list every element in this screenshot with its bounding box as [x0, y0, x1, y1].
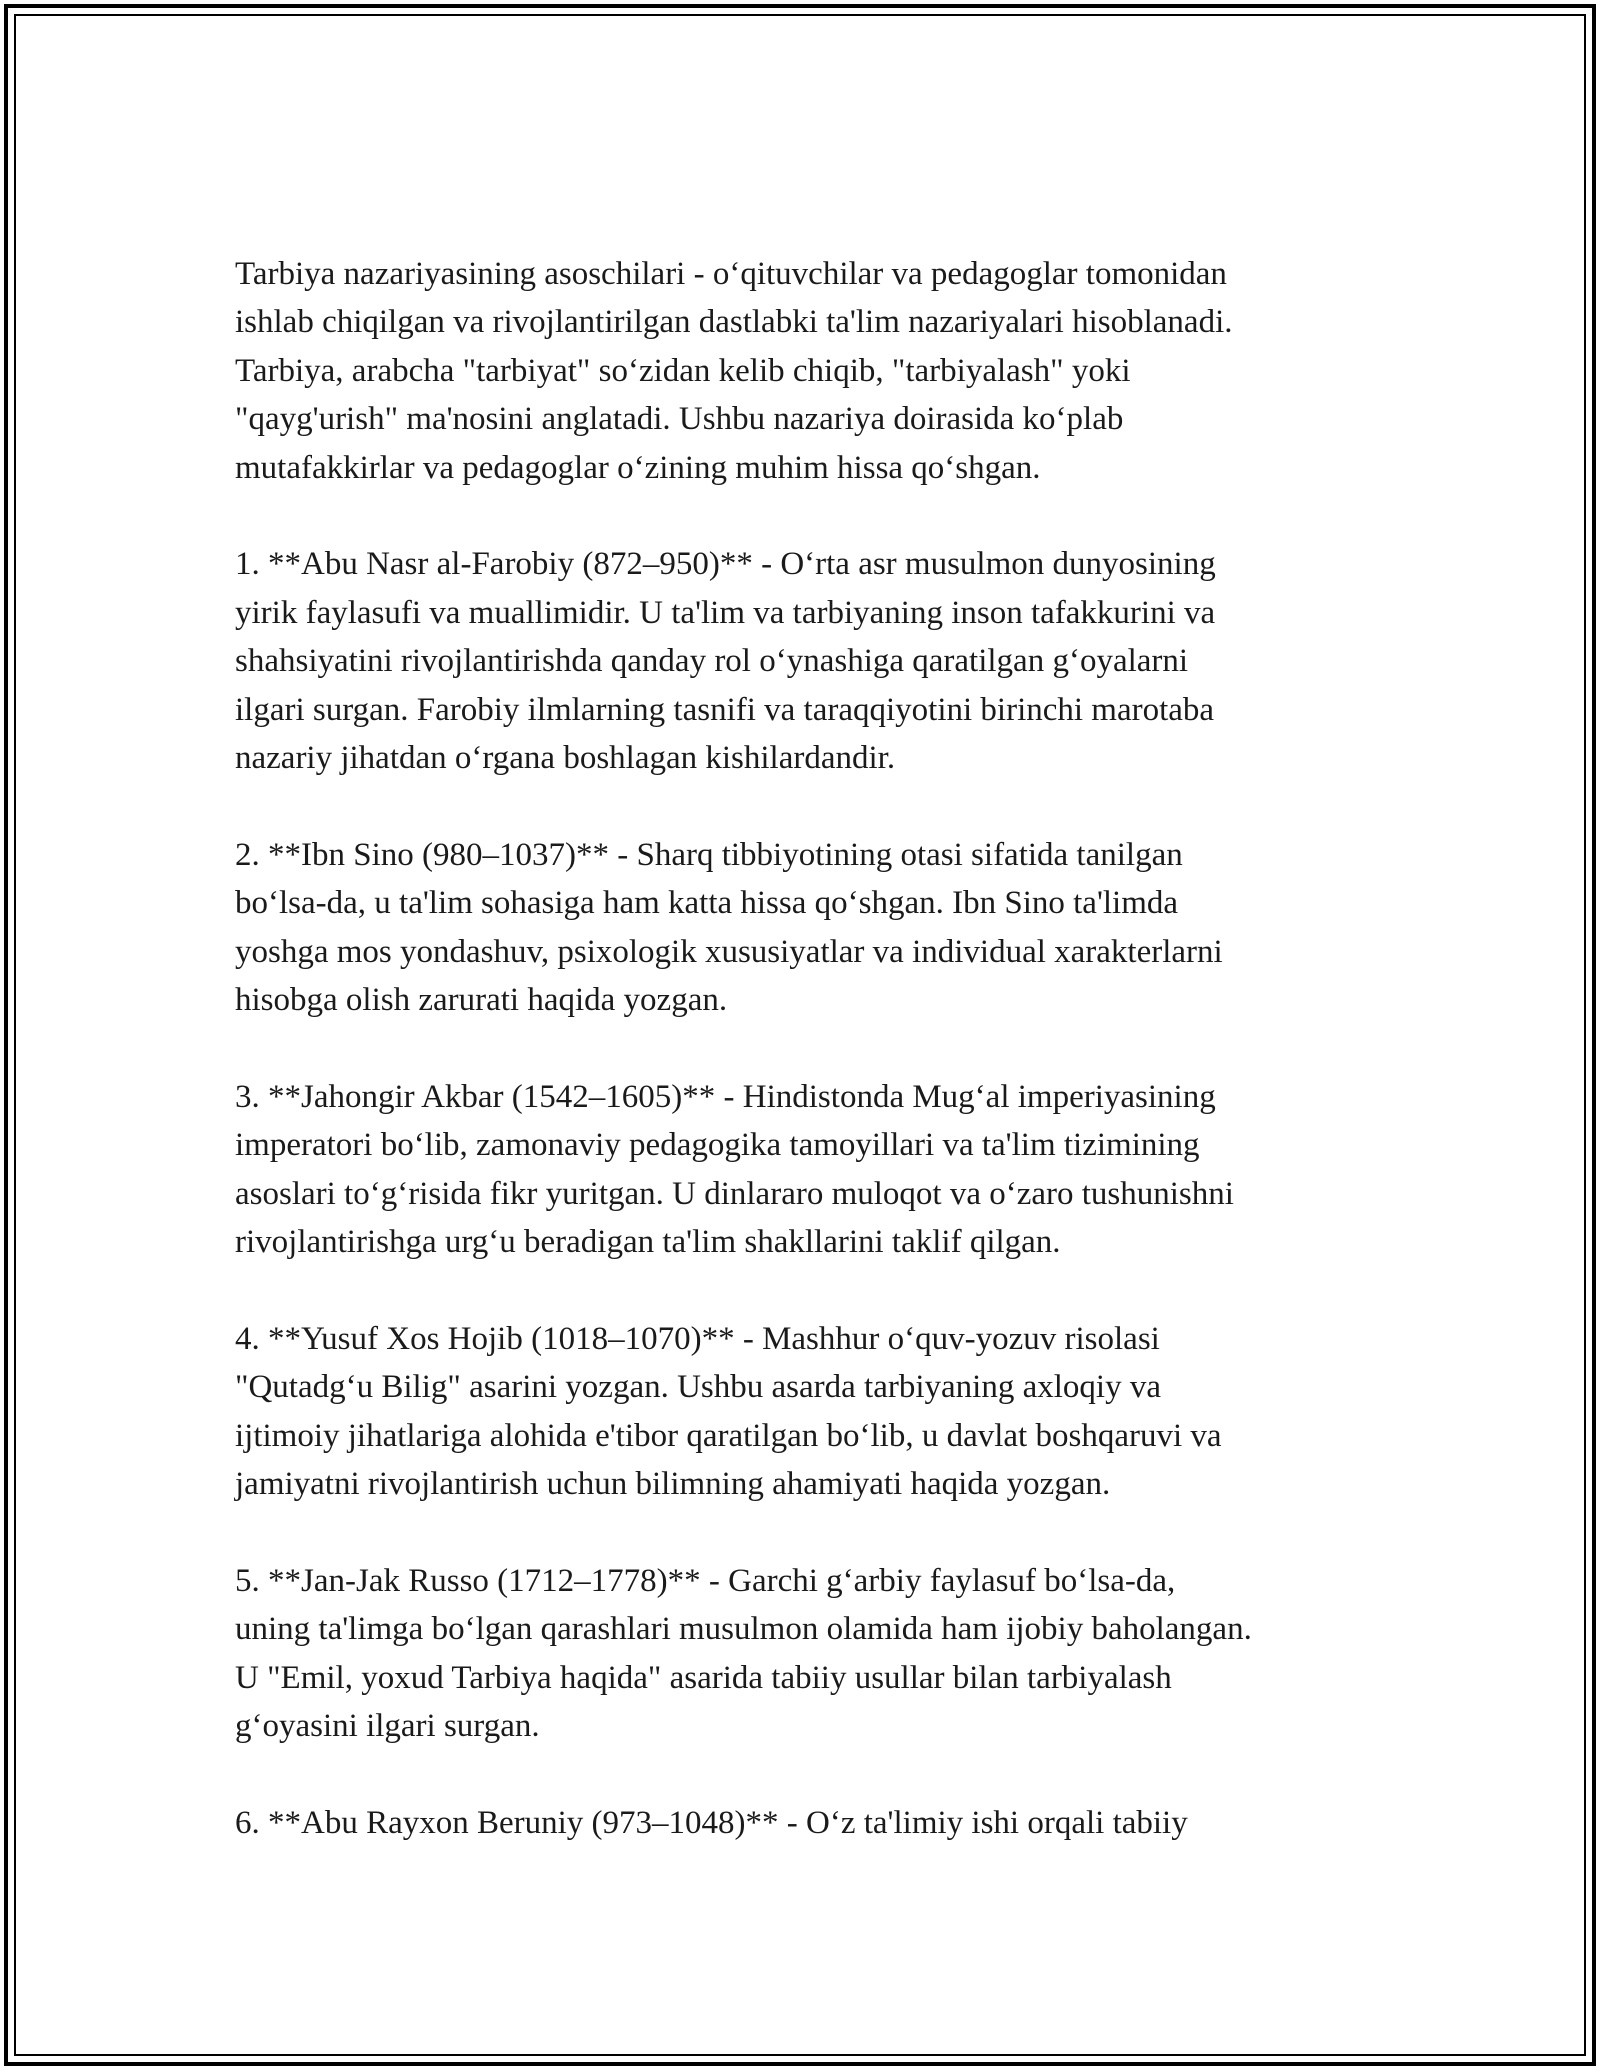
list-item-akbar: 3. **Jahongir Akbar (1542–1605)** - Hindistonda Mug‘al imperiyasining imperatori bo‘lib, zamonaviy pedagogika tamoyillari va ta'lim tizimining asoslari to‘g‘risida fikr yuritgan. U dinlararo muloqot va o‘zaro tushunishni rivojlantirishga urg‘u beradigan ta'lim shakllarini taklif qilgan.: [235, 1078, 1234, 1261]
list-item-russo: 5. **Jan-Jak Russo (1712–1778)** - Garchi g‘arbiy faylasuf bo‘lsa-da, uning ta'limga bo‘lgan qarashlari musulmon olamida ham ijobiy baholangan. U "Emil, yoxud Tarbiya haqida" asarida tabiiy usullar bilan tarbiyalash g‘oyasini ilgari surgan.: [235, 1562, 1252, 1745]
intro-paragraph: Tarbiya nazariyasining asoschilari - o‘qituvchilar va pedagoglar tomonidan ishlab chiqilgan va rivojlantirilgan dastlabki ta'lim nazariyalari hisoblanadi. Tarbiya, arabcha "tarbiyat" so‘zidan kelib chiqib, "tarbiyalash" yoki "qayg'urish" ma'nosini anglatadi. Ushbu nazariya doirasida ko‘plab mutafakkirlar va pedagoglar o‘zining muhim hissa qo‘shgan.: [235, 256, 1233, 486]
list-item-farobiy: 1. **Abu Nasr al-Farobiy (872–950)** - O‘rta asr musulmon dunyosining yirik faylasufi va muallimidir. U ta'lim va tarbiyaning inson tafakkurini va shahsiyatini rivojlantirishda qanday rol o‘ynashiga qaratilgan g‘oyalarni ilgari surgan. Farobiy ilmlarning tasnifi va taraqqiyotini birinchi marotaba nazariy jihatdan o‘rgana boshlagan kishilardandir.: [235, 546, 1216, 777]
list-item-yusuf-xos-hojib: 4. **Yusuf Xos Hojib (1018–1070)** - Mashhur o‘quv-yozuv risolasi "Qutadg‘u Bilig" asarini yozgan. Ushbu asarda tarbiyaning axloqiy va ijtimoiy jihatlariga alohida e'tibor qaratilgan bo‘lib, u davlat boshqaruvi va jamiyatni rivojlantirish uchun bilimning ahamiyati haqida yozgan.: [235, 1320, 1222, 1503]
list-item-ibn-sino: 2. **Ibn Sino (980–1037)** - Sharq tibbiyotining otasi sifatida tanilgan bo‘lsa-da, u ta'lim sohasiga ham katta hissa qo‘shgan. Ibn Sino ta'limda yoshga mos yondashuv, psixologik xususiyatlar va individual xarakterlarni hisobga olish zarurati haqida yozgan.: [235, 836, 1223, 1019]
list-item-beruniy: 6. **Abu Rayxon Beruniy (973–1048)** - O‘z ta'limiy ishi orqali tabiiy: [235, 1804, 1188, 1841]
document-body: [235, 250, 1385, 1896]
